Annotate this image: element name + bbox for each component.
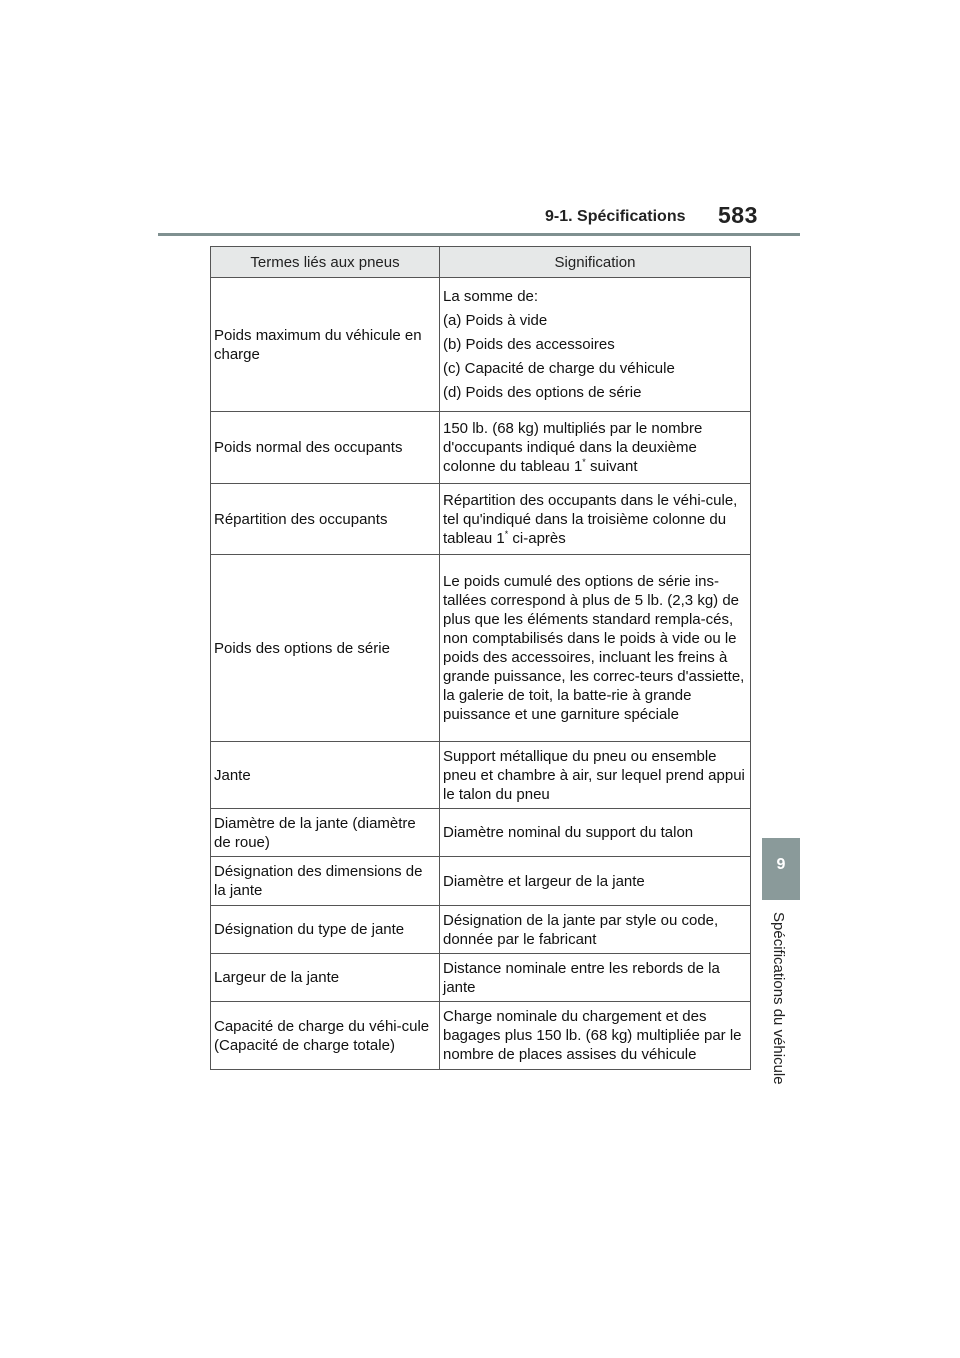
meaning-line: (a) Poids à vide — [443, 312, 548, 329]
table-row — [211, 1002, 751, 1070]
table-row — [211, 555, 751, 742]
table-row — [211, 809, 751, 857]
meaning-line: (b) Poids des accessoires — [443, 336, 615, 353]
meaning-text: 150 lb. (68 kg) multipliés par le nombre d'occupants indiqué dans la deuxième colonne du tableau 1 — [443, 420, 703, 475]
meaning-cell — [440, 278, 751, 412]
header-divider — [158, 233, 800, 236]
meaning-cell: Diamètre nominal du support du talon — [440, 809, 751, 857]
meaning-cell: Diamètre et largeur de la jante — [440, 857, 751, 906]
term-cell: Largeur de la jante — [211, 954, 440, 1002]
table-row — [211, 412, 751, 484]
meaning-cell: Charge nominale du chargement et des bagages plus 150 lb. (68 kg) multipliée par le nombre de places assises du véhicule — [440, 1002, 751, 1070]
meaning-cell: Désignation de la jante par style ou code, donnée par le fabricant — [440, 906, 751, 954]
section-title: 9-1. Spécifications — [545, 208, 686, 225]
meaning-cell — [440, 484, 751, 555]
meaning-text-suffix: ci-après — [508, 529, 566, 547]
term-cell: Désignation du type de jante — [211, 906, 440, 954]
table-row — [211, 742, 751, 809]
chapter-number: 9 — [776, 856, 786, 873]
term-cell: Désignation des dimensions de la jante — [211, 857, 440, 906]
chapter-title: Spécifications du véhicule — [770, 912, 787, 1085]
term-cell: Répartition des occupants — [211, 484, 440, 555]
table-row — [211, 857, 751, 906]
term-cell: Capacité de charge du véhi-cule (Capacité de charge totale) — [211, 1002, 440, 1070]
meaning-cell — [440, 412, 751, 484]
table-row — [211, 484, 751, 555]
table-row — [211, 906, 751, 954]
table-header-row — [211, 247, 751, 278]
column-header-meaning: Signification — [440, 247, 751, 278]
term-cell: Diamètre de la jante (diamètre de roue) — [211, 809, 440, 857]
meaning-text-suffix: suivant — [585, 458, 638, 475]
term-cell: Poids des options de série — [211, 555, 440, 742]
meaning-line: (d) Poids des options de série — [443, 384, 642, 401]
meaning-line: (c) Capacité de charge du véhicule — [443, 360, 675, 377]
tire-terms-table — [210, 246, 751, 1070]
table-row — [211, 954, 751, 1002]
column-header-terms: Termes liés aux pneus — [211, 247, 440, 278]
meaning-cell: Distance nominale entre les rebords de la jante — [440, 954, 751, 1002]
term-cell: Jante — [211, 742, 440, 809]
meaning-line: La somme de: — [443, 288, 539, 305]
footnote-marker: * — [582, 457, 586, 467]
table-row — [211, 278, 751, 412]
term-cell: Poids maximum du véhicule en charge — [211, 278, 440, 412]
meaning-text: Répartition des occupants dans le véhi-cule, tel qu'indiqué dans la troisième colonne du tableau 1 — [443, 491, 738, 547]
meaning-cell: Le poids cumulé des options de série ins-tallées correspond à plus de 5 lb. (2,3 kg) de plus que les éléments standard rempla-cés, non comptabilisés dans le poids à vide ou le poids des accessoires, incluant les freins à grande puissance, les correc-teurs d'assiette, la galerie de toit, la batte-rie à grande puissance et une garniture spéciale — [440, 555, 751, 742]
term-cell: Poids normal des occupants — [211, 412, 440, 484]
page-number: 583 — [718, 202, 758, 228]
meaning-cell: Support métallique du pneu ou ensemble pneu et chambre à air, sur lequel prend appui le talon du pneu — [440, 742, 751, 809]
footnote-marker: * — [504, 528, 509, 539]
